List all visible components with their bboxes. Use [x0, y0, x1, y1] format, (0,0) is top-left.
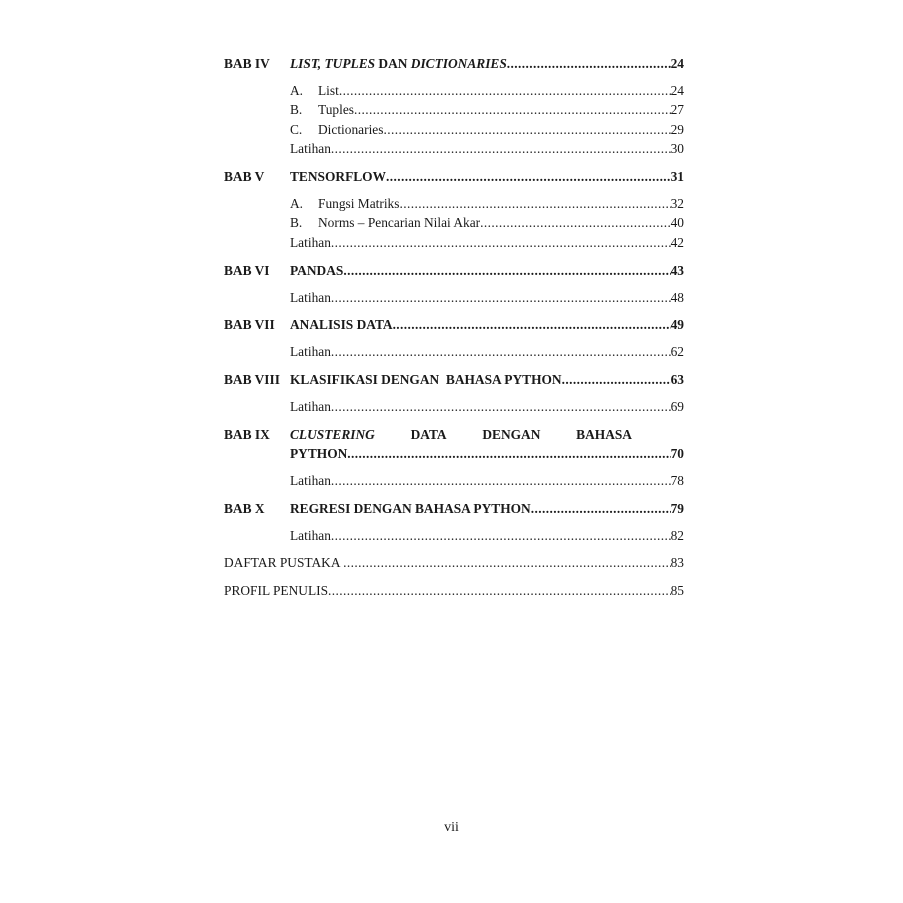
section-title: List — [318, 83, 339, 98]
dot-leader — [562, 371, 671, 389]
toc-exercise[interactable] — [224, 289, 684, 307]
toc-exercise[interactable] — [224, 472, 684, 490]
chapter-title: TENSORFLOW — [290, 169, 386, 184]
page-number: 62 — [670, 344, 684, 359]
dot-leader — [331, 527, 671, 545]
toc-section[interactable] — [224, 121, 684, 139]
toc-section[interactable] — [224, 214, 684, 232]
chapter-number: BAB X — [224, 501, 265, 516]
dot-leader — [328, 582, 671, 600]
section-title: Tuples — [318, 102, 354, 117]
chapter-title-line1: CLUSTERING DATA DENGAN BAHASA — [290, 427, 632, 442]
dot-leader — [383, 121, 670, 139]
page-number: 42 — [670, 235, 684, 250]
page-number: 40 — [670, 215, 684, 230]
page-number: 85 — [670, 583, 684, 598]
section-title: Fungsi Matriks — [318, 196, 400, 211]
page-number: 70 — [670, 446, 684, 461]
dot-leader — [393, 316, 671, 334]
page-number: 32 — [670, 196, 684, 211]
toc-exercise[interactable] — [224, 140, 684, 158]
dot-leader — [531, 500, 671, 518]
toc-chapter-8[interactable] — [224, 371, 684, 389]
chapter-title: PANDAS — [290, 263, 344, 278]
chapter-number: BAB V — [224, 169, 265, 184]
chapter-number: BAB VIII — [224, 372, 280, 387]
chapter-number: BAB IV — [224, 56, 270, 71]
exercise-title: Latihan — [290, 473, 331, 488]
toc-exercise[interactable] — [224, 398, 684, 416]
dot-leader — [507, 55, 671, 73]
chapter-title: LIST, TUPLES DAN DICTIONARIES — [290, 56, 507, 71]
toc-chapter-4[interactable] — [224, 55, 684, 73]
section-letter: B. — [290, 215, 303, 230]
chapter-number: BAB IX — [224, 427, 270, 442]
page-number: 48 — [670, 290, 684, 305]
page-number: 78 — [670, 473, 684, 488]
page-number: 43 — [670, 263, 684, 278]
section-letter: B. — [290, 102, 303, 117]
page-number: 24 — [670, 83, 684, 98]
toc-chapter-9[interactable] — [224, 426, 684, 464]
dot-leader — [347, 445, 670, 463]
page-number: 79 — [670, 501, 684, 516]
dot-leader — [331, 398, 671, 416]
page-number: 83 — [670, 555, 684, 570]
dot-leader — [480, 214, 670, 232]
references-title: DAFTAR PUSTAKA — [224, 555, 344, 570]
footer-page-number: vii — [444, 820, 459, 835]
exercise-title: Latihan — [290, 290, 331, 305]
toc-section[interactable] — [224, 82, 684, 100]
toc-section[interactable] — [224, 195, 684, 213]
toc-chapter-5[interactable] — [224, 168, 684, 186]
dot-leader — [399, 195, 670, 213]
toc-exercise[interactable] — [224, 234, 684, 252]
chapter-title: REGRESI DENGAN BAHASA PYTHON — [290, 501, 531, 516]
page-number: 49 — [670, 317, 684, 332]
toc-section[interactable] — [224, 101, 684, 119]
section-letter: C. — [290, 122, 303, 137]
exercise-title: Latihan — [290, 235, 331, 250]
dot-leader — [343, 554, 670, 572]
toc-chapter-7[interactable] — [224, 316, 684, 334]
exercise-title: Latihan — [290, 141, 331, 156]
chapter-number: BAB VII — [224, 317, 275, 332]
section-letter: A. — [290, 196, 304, 211]
exercise-title: Latihan — [290, 528, 331, 543]
page-number: 69 — [670, 399, 684, 414]
page-number: 30 — [670, 141, 684, 156]
page-number: 82 — [670, 528, 684, 543]
section-title: Dictionaries — [318, 122, 384, 137]
chapter-number: BAB VI — [224, 263, 270, 278]
page-number: 63 — [670, 372, 684, 387]
toc-exercise[interactable] — [224, 527, 684, 545]
chapter-title: KLASIFIKASI DENGAN BAHASA PYTHON — [290, 372, 562, 387]
dot-leader — [331, 234, 671, 252]
dot-leader — [331, 472, 671, 490]
page-number: 31 — [670, 169, 684, 184]
dot-leader — [331, 289, 671, 307]
page-number: 27 — [670, 102, 684, 117]
dot-leader — [354, 101, 671, 119]
chapter-title-line2: PYTHON — [290, 446, 348, 461]
toc-references[interactable] — [224, 554, 684, 572]
toc-chapter-10[interactable] — [224, 500, 684, 518]
exercise-title: Latihan — [290, 399, 331, 414]
toc-exercise[interactable] — [224, 343, 684, 361]
exercise-title: Latihan — [290, 344, 331, 359]
toc-author-profile[interactable] — [224, 582, 684, 600]
dot-leader — [331, 140, 671, 158]
author-profile-title: PROFIL PENULIS — [224, 583, 329, 598]
dot-leader — [339, 82, 671, 100]
chapter-title: ANALISIS DATA — [290, 317, 393, 332]
page-number: 29 — [670, 122, 684, 137]
dot-leader — [343, 262, 670, 280]
section-letter: A. — [290, 83, 304, 98]
toc-chapter-6[interactable] — [224, 262, 684, 280]
dot-leader — [331, 343, 671, 361]
dot-leader — [386, 168, 671, 186]
section-title: Norms – Pencarian Nilai Akar — [318, 215, 481, 230]
page-number: 24 — [670, 56, 684, 71]
